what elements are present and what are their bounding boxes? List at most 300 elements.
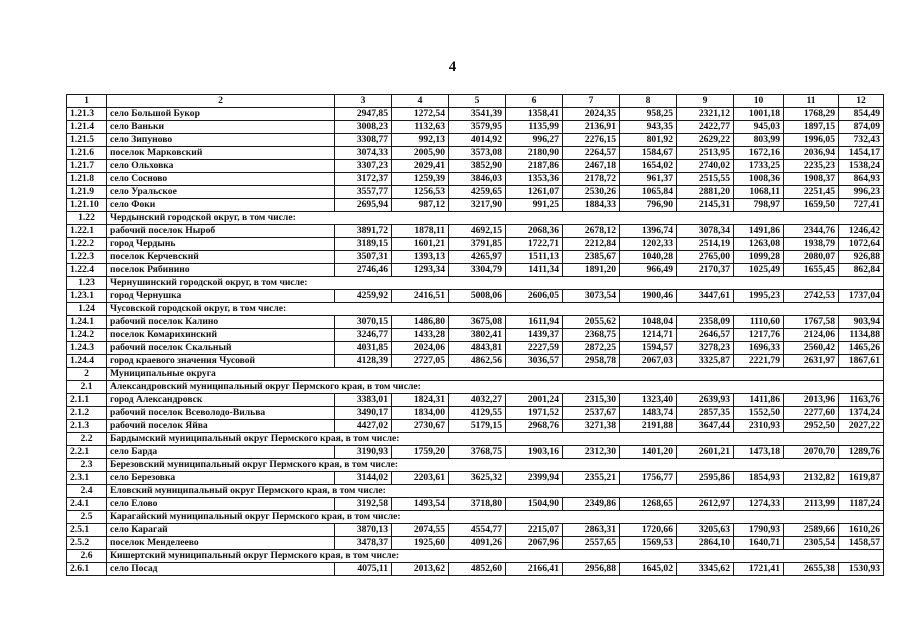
value-cell: 2655,38 (784, 563, 839, 576)
value-cell: 1903,16 (506, 446, 563, 459)
settlement-name: село Сосново (107, 173, 335, 186)
value-cell: 1411,34 (506, 264, 563, 277)
value-cell: 2727,05 (392, 355, 449, 368)
value-cell: 1289,76 (839, 446, 884, 459)
value-cell: 3308,77 (335, 134, 392, 147)
row-code: 1.22.4 (67, 264, 107, 277)
row-code: 1.21.5 (67, 134, 107, 147)
value-cell: 2416,51 (392, 290, 449, 303)
value-cell: 2080,07 (784, 251, 839, 264)
value-cell: 1268,65 (620, 498, 677, 511)
value-cell: 3478,37 (335, 537, 392, 550)
table-row (67, 524, 884, 537)
value-cell: 1569,53 (620, 537, 677, 550)
table-row (67, 342, 884, 355)
value-cell: 3891,72 (335, 225, 392, 238)
value-cell: 1640,71 (734, 537, 784, 550)
section-title: Еловский муниципальный округ Пермского края, в том числе: (107, 485, 884, 498)
value-cell: 2277,60 (784, 407, 839, 420)
value-cell: 996,27 (506, 134, 563, 147)
value-cell: 2514,19 (677, 238, 734, 251)
value-cell: 1834,00 (392, 407, 449, 420)
value-cell: 1134,88 (839, 329, 884, 342)
section-row (67, 212, 884, 225)
value-cell: 4091,26 (449, 537, 506, 550)
value-cell: 3070,15 (335, 316, 392, 329)
value-cell: 4031,85 (335, 342, 392, 355)
value-cell: 3345,62 (677, 563, 734, 576)
column-header: 11 (784, 95, 839, 108)
value-cell: 1065,84 (620, 186, 677, 199)
value-cell: 2227,59 (506, 342, 563, 355)
value-cell: 2601,21 (677, 446, 734, 459)
value-cell: 2513,95 (677, 147, 734, 160)
settlement-name: село Елово (107, 498, 335, 511)
value-cell: 2557,65 (563, 537, 620, 550)
value-cell: 1900,46 (620, 290, 677, 303)
value-cell: 3205,63 (677, 524, 734, 537)
value-cell: 2358,09 (677, 316, 734, 329)
table-row (67, 498, 884, 511)
section-title: Карагайский муниципальный округ Пермского края, в том числе: (107, 511, 884, 524)
value-cell: 926,88 (839, 251, 884, 264)
row-code: 1.24 (67, 303, 107, 316)
value-cell: 3447,61 (677, 290, 734, 303)
value-cell: 2968,76 (506, 420, 563, 433)
row-code: 1.24.1 (67, 316, 107, 329)
value-cell: 2629,22 (677, 134, 734, 147)
value-cell: 1594,57 (620, 342, 677, 355)
value-cell: 2958,78 (563, 355, 620, 368)
value-cell: 2422,77 (677, 121, 734, 134)
column-header: 5 (449, 95, 506, 108)
value-cell: 2067,03 (620, 355, 677, 368)
table-row (67, 147, 884, 160)
value-cell: 4427,02 (335, 420, 392, 433)
value-cell: 2952,50 (784, 420, 839, 433)
row-code: 2.6.1 (67, 563, 107, 576)
settlement-name: село Барда (107, 446, 335, 459)
value-cell: 1068,11 (734, 186, 784, 199)
value-cell: 1654,02 (620, 160, 677, 173)
table-row (67, 121, 884, 134)
table-row (67, 134, 884, 147)
value-cell: 1374,24 (839, 407, 884, 420)
value-cell: 3074,33 (335, 147, 392, 160)
value-cell: 2191,88 (620, 420, 677, 433)
settlement-name: поселок Марковский (107, 147, 335, 160)
value-cell: 1135,99 (506, 121, 563, 134)
column-header: 6 (506, 95, 563, 108)
row-code: 1.24.4 (67, 355, 107, 368)
row-code: 1.21.7 (67, 160, 107, 173)
value-cell: 2001,24 (506, 394, 563, 407)
value-cell: 3579,95 (449, 121, 506, 134)
value-cell: 2178,72 (563, 173, 620, 186)
table-row (67, 290, 884, 303)
table-row (67, 563, 884, 576)
value-cell: 2145,31 (677, 199, 734, 212)
value-cell: 1884,33 (563, 199, 620, 212)
value-cell: 796,90 (620, 199, 677, 212)
value-cell: 3573,08 (449, 147, 506, 160)
settlement-name: город Чердынь (107, 238, 335, 251)
row-code: 1.22.1 (67, 225, 107, 238)
value-cell: 2864,10 (677, 537, 734, 550)
value-cell: 727,41 (839, 199, 884, 212)
section-title: Чернушинский городской округ, в том числе: (107, 277, 884, 290)
table-row (67, 251, 884, 264)
value-cell: 2276,15 (563, 134, 620, 147)
value-cell: 1272,54 (392, 108, 449, 121)
value-cell: 945,03 (734, 121, 784, 134)
value-cell: 2515,55 (677, 173, 734, 186)
value-cell: 1767,58 (784, 316, 839, 329)
value-cell: 5008,06 (449, 290, 506, 303)
value-cell: 1001,18 (734, 108, 784, 121)
value-cell: 1353,36 (506, 173, 563, 186)
value-cell: 2215,07 (506, 524, 563, 537)
value-cell: 4259,65 (449, 186, 506, 199)
section-title: Бардымский муниципальный округ Пермского края, в том числе: (107, 433, 884, 446)
value-cell: 2036,94 (784, 147, 839, 160)
value-cell: 2264,57 (563, 147, 620, 160)
value-cell: 864,93 (839, 173, 884, 186)
value-cell: 2024,06 (392, 342, 449, 355)
row-code: 2.1.1 (67, 394, 107, 407)
value-cell: 1263,08 (734, 238, 784, 251)
value-cell: 2170,37 (677, 264, 734, 277)
value-cell: 1358,41 (506, 108, 563, 121)
tariff-table (66, 94, 884, 576)
section-row (67, 459, 884, 472)
settlement-name: город Александровск (107, 394, 335, 407)
row-code: 1.22.2 (67, 238, 107, 251)
value-cell: 1293,34 (392, 264, 449, 277)
settlement-name: село Посад (107, 563, 335, 576)
value-cell: 2251,45 (784, 186, 839, 199)
table-row (67, 537, 884, 550)
value-cell: 2530,26 (563, 186, 620, 199)
settlement-name: село Большой Букор (107, 108, 335, 121)
value-cell: 2024,35 (563, 108, 620, 121)
value-cell: 1040,28 (620, 251, 677, 264)
value-cell: 3647,44 (677, 420, 734, 433)
value-cell: 4692,15 (449, 225, 506, 238)
column-header: 9 (677, 95, 734, 108)
value-cell: 3507,31 (335, 251, 392, 264)
value-cell: 2467,18 (563, 160, 620, 173)
value-cell: 2221,79 (734, 355, 784, 368)
section-row (67, 511, 884, 524)
value-cell: 4128,39 (335, 355, 392, 368)
value-cell: 1163,76 (839, 394, 884, 407)
value-cell: 1601,21 (392, 238, 449, 251)
table-row (67, 316, 884, 329)
section-title: Чусовской городской округ, в том числе: (107, 303, 884, 316)
value-cell: 1048,04 (620, 316, 677, 329)
table-row (67, 329, 884, 342)
value-cell: 2005,90 (392, 147, 449, 160)
value-cell: 3791,85 (449, 238, 506, 251)
settlement-name: город Чернушка (107, 290, 335, 303)
value-cell: 2013,62 (392, 563, 449, 576)
value-cell: 1187,24 (839, 498, 884, 511)
value-cell: 2312,30 (563, 446, 620, 459)
value-cell: 1246,42 (839, 225, 884, 238)
value-cell: 3144,02 (335, 472, 392, 485)
value-cell: 2166,41 (506, 563, 563, 576)
row-code: 1.21.3 (67, 108, 107, 121)
column-header: 10 (734, 95, 784, 108)
value-cell: 1611,94 (506, 316, 563, 329)
value-cell: 2368,75 (563, 329, 620, 342)
value-cell: 3073,54 (563, 290, 620, 303)
settlement-name: село Фоки (107, 199, 335, 212)
table-row (67, 108, 884, 121)
value-cell: 1655,45 (784, 264, 839, 277)
value-cell: 1458,57 (839, 537, 884, 550)
value-cell: 1511,13 (506, 251, 563, 264)
value-cell: 2027,22 (839, 420, 884, 433)
value-cell: 3246,77 (335, 329, 392, 342)
value-cell: 4862,56 (449, 355, 506, 368)
value-cell: 3190,93 (335, 446, 392, 459)
value-cell: 4843,81 (449, 342, 506, 355)
value-cell: 1584,67 (620, 147, 677, 160)
table-row (67, 355, 884, 368)
column-header: 12 (839, 95, 884, 108)
settlement-name: рабочий поселок Калино (107, 316, 335, 329)
row-code: 2.2 (67, 433, 107, 446)
settlement-name: рабочий поселок Ныроб (107, 225, 335, 238)
value-cell: 1214,71 (620, 329, 677, 342)
value-cell: 3383,01 (335, 394, 392, 407)
value-cell: 2560,42 (784, 342, 839, 355)
column-header: 7 (563, 95, 620, 108)
row-code: 1.23.1 (67, 290, 107, 303)
value-cell: 1530,93 (839, 563, 884, 576)
value-cell: 1672,16 (734, 147, 784, 160)
value-cell: 3278,23 (677, 342, 734, 355)
value-cell: 1454,17 (839, 147, 884, 160)
row-code: 2.1 (67, 381, 107, 394)
row-code: 2.5.2 (67, 537, 107, 550)
settlement-name: рабочий поселок Яйва (107, 420, 335, 433)
settlement-name: село Карагай (107, 524, 335, 537)
row-code: 2.3.1 (67, 472, 107, 485)
value-cell: 1971,52 (506, 407, 563, 420)
section-row (67, 550, 884, 563)
value-cell: 3078,34 (677, 225, 734, 238)
value-cell: 3036,57 (506, 355, 563, 368)
value-cell: 2305,54 (784, 537, 839, 550)
value-cell: 1720,66 (620, 524, 677, 537)
value-cell: 2765,00 (677, 251, 734, 264)
value-cell: 966,49 (620, 264, 677, 277)
value-cell: 2537,67 (563, 407, 620, 420)
value-cell: 4014,92 (449, 134, 506, 147)
row-code: 2.1.3 (67, 420, 107, 433)
value-cell: 2070,70 (784, 446, 839, 459)
value-cell: 3675,08 (449, 316, 506, 329)
value-cell: 2235,23 (784, 160, 839, 173)
value-cell: 2746,46 (335, 264, 392, 277)
value-cell: 2067,96 (506, 537, 563, 550)
value-cell: 2355,21 (563, 472, 620, 485)
row-code: 1.21.6 (67, 147, 107, 160)
value-cell: 1433,28 (392, 329, 449, 342)
value-cell: 3718,80 (449, 498, 506, 511)
row-code: 2.4 (67, 485, 107, 498)
value-cell: 1925,60 (392, 537, 449, 550)
value-cell: 2113,99 (784, 498, 839, 511)
section-row (67, 485, 884, 498)
value-cell: 2187,86 (506, 160, 563, 173)
row-code: 2.6 (67, 550, 107, 563)
value-cell: 1790,93 (734, 524, 784, 537)
value-cell: 992,13 (392, 134, 449, 147)
table-row (67, 160, 884, 173)
value-cell: 798,97 (734, 199, 784, 212)
row-code: 2.3 (67, 459, 107, 472)
settlement-name: село Зипуново (107, 134, 335, 147)
value-cell: 1008,36 (734, 173, 784, 186)
value-cell: 2074,55 (392, 524, 449, 537)
value-cell: 2344,76 (784, 225, 839, 238)
value-cell: 1493,54 (392, 498, 449, 511)
value-cell: 3802,41 (449, 329, 506, 342)
value-cell: 3846,03 (449, 173, 506, 186)
value-cell: 4129,55 (449, 407, 506, 420)
value-cell: 3490,17 (335, 407, 392, 420)
value-cell: 3192,58 (335, 498, 392, 511)
value-cell: 2742,53 (784, 290, 839, 303)
table-row (67, 199, 884, 212)
row-code: 2.1.2 (67, 407, 107, 420)
value-cell: 4554,77 (449, 524, 506, 537)
settlement-name: село Березовка (107, 472, 335, 485)
page-number: 4 (448, 59, 457, 75)
value-cell: 1721,41 (734, 563, 784, 576)
value-cell: 2631,97 (784, 355, 839, 368)
table-row (67, 173, 884, 186)
value-cell: 1659,50 (784, 199, 839, 212)
value-cell: 987,12 (392, 199, 449, 212)
value-cell: 1867,61 (839, 355, 884, 368)
table-row (67, 264, 884, 277)
value-cell: 991,25 (506, 199, 563, 212)
value-cell: 1759,20 (392, 446, 449, 459)
section-title: Чердынский городской округ, в том числе: (107, 212, 884, 225)
value-cell: 2349,86 (563, 498, 620, 511)
value-cell: 2857,35 (677, 407, 734, 420)
value-cell: 4852,60 (449, 563, 506, 576)
value-cell: 1722,71 (506, 238, 563, 251)
value-cell: 1538,24 (839, 160, 884, 173)
value-cell: 2646,57 (677, 329, 734, 342)
row-code: 2.5 (67, 511, 107, 524)
column-header: 1 (67, 95, 107, 108)
value-cell: 2740,02 (677, 160, 734, 173)
value-cell: 2385,67 (563, 251, 620, 264)
value-cell: 2055,62 (563, 316, 620, 329)
value-cell: 2029,41 (392, 160, 449, 173)
value-cell: 1645,02 (620, 563, 677, 576)
value-cell: 2678,12 (563, 225, 620, 238)
value-cell: 2136,91 (563, 121, 620, 134)
value-cell: 1938,79 (784, 238, 839, 251)
value-cell: 1217,76 (734, 329, 784, 342)
value-cell: 2013,96 (784, 394, 839, 407)
value-cell: 4075,11 (335, 563, 392, 576)
row-code: 2 (67, 368, 107, 381)
value-cell: 4259,92 (335, 290, 392, 303)
value-cell: 3870,13 (335, 524, 392, 537)
value-cell: 1396,74 (620, 225, 677, 238)
value-cell: 1696,33 (734, 342, 784, 355)
value-cell: 958,25 (620, 108, 677, 121)
value-cell: 3541,39 (449, 108, 506, 121)
value-cell: 1072,64 (839, 238, 884, 251)
value-cell: 2203,61 (392, 472, 449, 485)
value-cell: 1323,40 (620, 394, 677, 407)
value-cell: 3625,32 (449, 472, 506, 485)
value-cell: 2863,31 (563, 524, 620, 537)
row-code: 1.21.10 (67, 199, 107, 212)
settlement-name: село Уральское (107, 186, 335, 199)
value-cell: 1132,63 (392, 121, 449, 134)
value-cell: 874,09 (839, 121, 884, 134)
value-cell: 1025,49 (734, 264, 784, 277)
value-cell: 1891,20 (563, 264, 620, 277)
value-cell: 3557,77 (335, 186, 392, 199)
value-cell: 5179,15 (449, 420, 506, 433)
table-body (67, 95, 884, 576)
value-cell: 2881,20 (677, 186, 734, 199)
value-cell: 1110,60 (734, 316, 784, 329)
column-header-row (67, 95, 884, 108)
settlement-name: поселок Комарихинский (107, 329, 335, 342)
column-header: 2 (107, 95, 335, 108)
value-cell: 1259,39 (392, 173, 449, 186)
value-cell: 2124,06 (784, 329, 839, 342)
value-cell: 2956,88 (563, 563, 620, 576)
value-cell: 2947,85 (335, 108, 392, 121)
value-cell: 1854,93 (734, 472, 784, 485)
section-title: Кишертский муниципальный округ Пермского края, в том числе: (107, 550, 884, 563)
value-cell: 3307,23 (335, 160, 392, 173)
settlement-name: рабочий поселок Скальный (107, 342, 335, 355)
value-cell: 1202,33 (620, 238, 677, 251)
value-cell: 1099,28 (734, 251, 784, 264)
row-code: 1.24.2 (67, 329, 107, 342)
section-row (67, 433, 884, 446)
value-cell: 943,35 (620, 121, 677, 134)
column-header: 4 (392, 95, 449, 108)
value-cell: 1756,77 (620, 472, 677, 485)
value-cell: 1486,80 (392, 316, 449, 329)
value-cell: 803,99 (734, 134, 784, 147)
value-cell: 2606,05 (506, 290, 563, 303)
settlement-name: поселок Рябинино (107, 264, 335, 277)
value-cell: 1878,11 (392, 225, 449, 238)
value-cell: 961,37 (620, 173, 677, 186)
row-code: 1.22.3 (67, 251, 107, 264)
value-cell: 3217,90 (449, 199, 506, 212)
section-title: Александровский муниципальный округ Пермского края, в том числе: (107, 381, 884, 394)
section-row (67, 368, 884, 381)
